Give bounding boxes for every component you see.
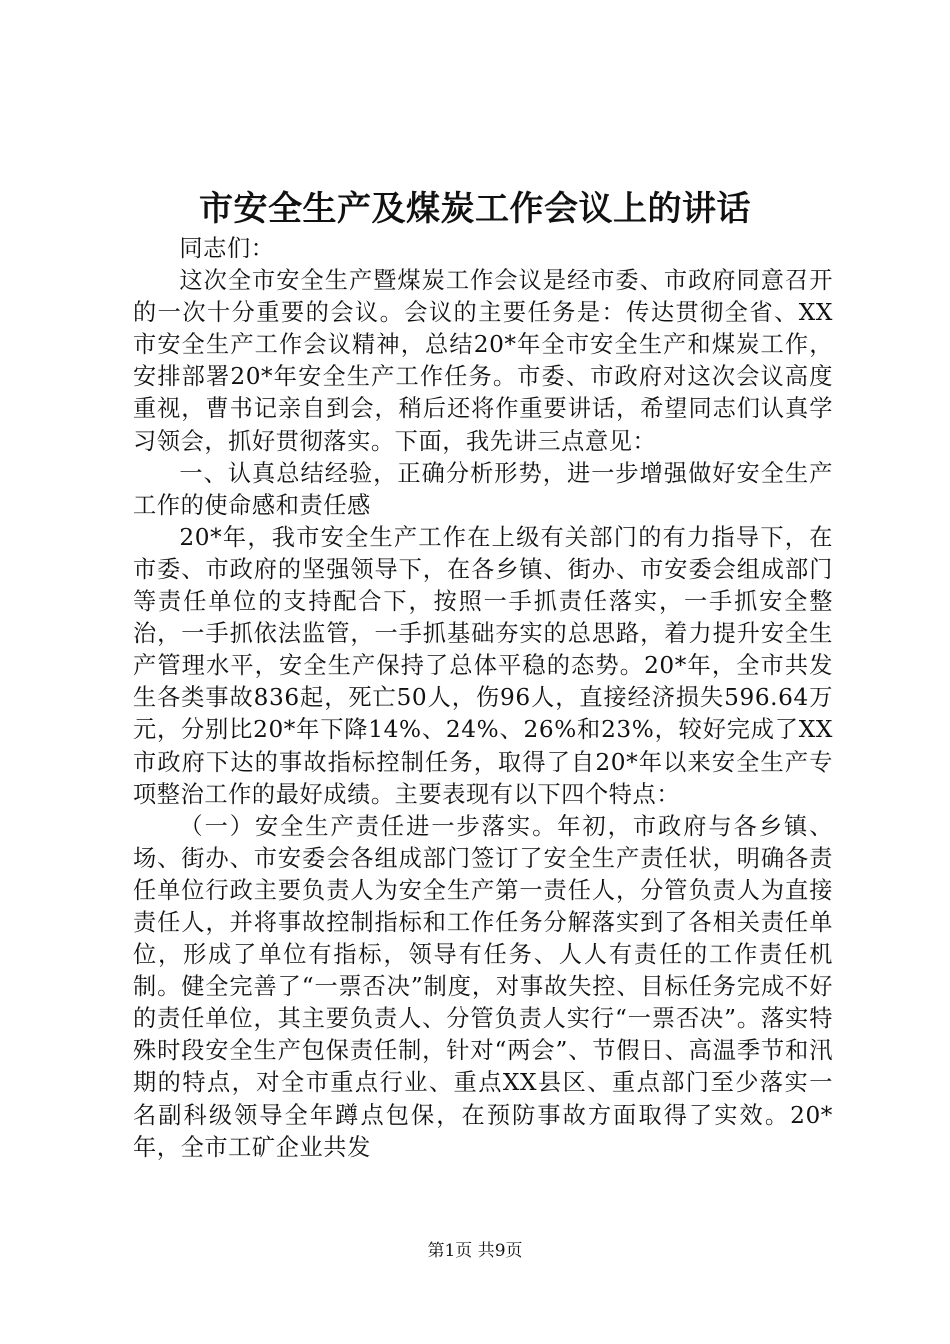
summary-paragraph: 20*年，我市安全生产工作在上级有关部门的有力指导下，在市委、市政府的坚强领导下，在各乡镇、街办、市安委会组成部门等责任单位的支持配合下，按照一手抓责任落实，一手抓安全整治，一手抓依法监管，一手抓基础夯实的总思路，着力提升安全生产管理水平，安全生产保持了总体平稳的态势。20*年，全市共发生各类事故836起，死亡50人，伤96人，直接经济损失596.64万元，分别比20*年下降14%、24%、26%和23%，较好完成了XX市政府下达的事故指标控制任务，取得了自20*年以来安全生产专项整治工作的最好成绩。主要表现有以下四个特点： [133, 523, 833, 808]
salutation-paragraph: 同志们： [179, 235, 275, 262]
point-one-paragraph: （一）安全生产责任进一步落实。年初，市政府与各乡镇、场、街办、市安委会各组成部门签订了安全生产责任状，明确各责任单位行政主要负责人为安全生产第一责任人，分管负责人为直接责任人，并将事故控制指标和工作任务分解落实到了各相关责任单位，形成了单位有指标，领导有任务、人人有责任的工作责任机制。健全完善了“一票否决”制度，对事故失控、目标任务完成不好的责任单位，其主要负责人、分管负责人实行“一票否决”。落实特殊时段安全生产包保责任制，针对“两会”、节假日、高温季节和汛期的特点，对全市重点行业、重点XX县区、重点部门至少落实一名副科级领导全年蹲点包保，在预防事故方面取得了实效。20*年，全市工矿企业共发 [133, 812, 833, 1161]
page-number: 第1页 共9页 [427, 1241, 523, 1261]
document-title: 市安全生产及煤炭工作会议上的讲话 [199, 189, 751, 229]
intro-paragraph: 这次全市安全生产暨煤炭工作会议是经市委、市政府同意召开的一次十分重要的会议。会议的主要任务是：传达贯彻全省、XX市安全生产工作会议精神，总结20*年全市安全生产和煤炭工作，安排部署20*年安全生产工作任务。市委、市政府对这次会议高度重视，曹书记亲自到会，稍后还将作重要讲话，希望同志们认真学习领会，抓好贯彻落实。下面，我先讲三点意见： [133, 267, 833, 455]
section-heading: 一、认真总结经验，正确分析形势，进一步增强做好安全生产工作的使命感和责任感 [133, 459, 833, 519]
document-body [133, 233, 833, 1164]
